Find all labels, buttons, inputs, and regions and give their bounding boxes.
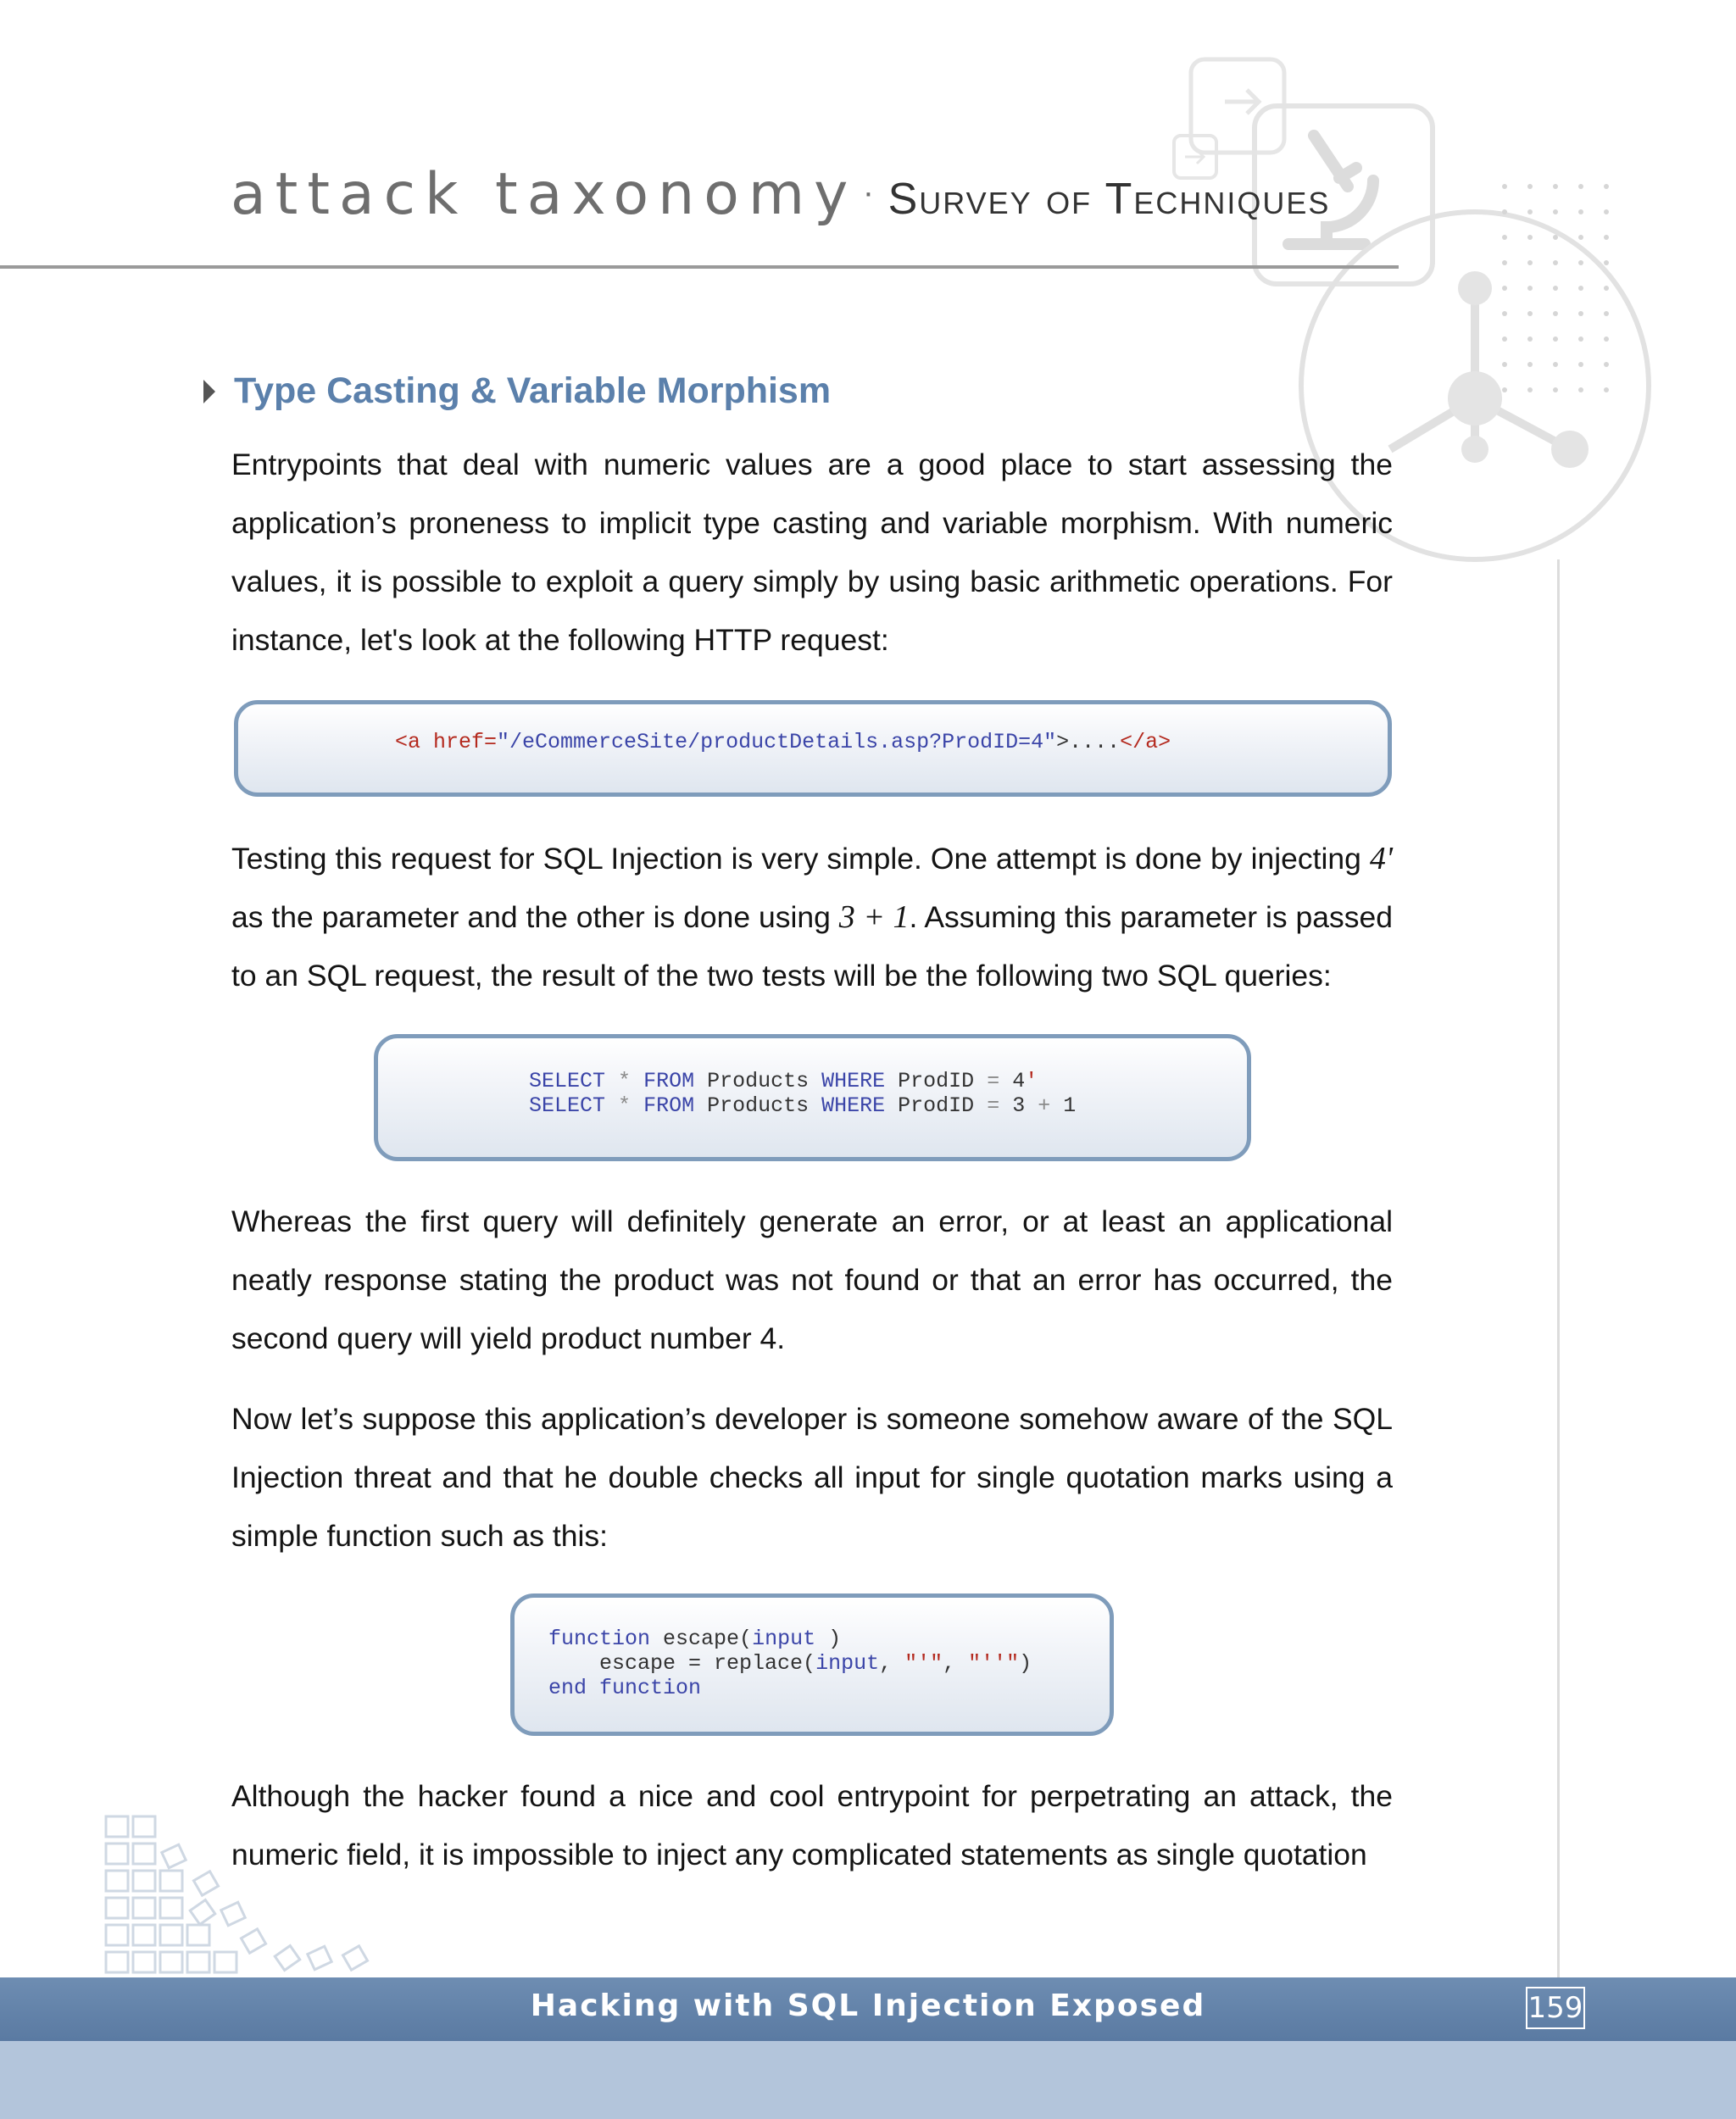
header-section: Survey of Techniques	[887, 175, 1331, 224]
paragraph-4: Now let’s suppose this application’s developer is someone somehow aware of the SQL Injection threat and that he double checks all input for single quotation marks using a simple function such as this:	[231, 1402, 1393, 1553]
header-chapter: attack taxonomy	[231, 161, 858, 228]
code-tag-open: <a	[395, 730, 421, 754]
code-text: >....	[1056, 730, 1121, 754]
page-number: 159	[1526, 1987, 1585, 2029]
header-separator: ·	[862, 174, 875, 211]
section-title: Type Casting & Variable Morphism	[234, 370, 832, 411]
paragraph-1: Entrypoints that deal with numeric values are a good place to start assessing the application’s proneness to implicit type casting and variable morphism. With numeric values, it is possible to exploit a query simply by using basic arithmetic operations. For instance, let's look at the following HTTP request:	[231, 448, 1393, 657]
paragraph-5: Although the hacker found a nice and cool entrypoint for perpetrating an attack, the numeric field, it is impossible to inject any complicated statements as single quotation	[231, 1779, 1393, 1872]
paragraph-3: Whereas the first query will definitely generate an error, or at least an applicational neatly response stating the product was not found or that an error has occurred, the second query will yield product number 4.	[231, 1204, 1393, 1355]
paragraph-2-emphasis-1: 4'	[1369, 841, 1393, 876]
section-heading	[203, 370, 831, 412]
paragraph-2-text-c: . Assuming this parameter is passed to an SQL request, the result of the two tests will be the following two SQL queries:	[231, 900, 1393, 993]
paragraph-2-emphasis-2: 3 + 1	[838, 899, 910, 935]
sql-line-2: SELECT * FROM Products WHERE ProdID = 3 + 1	[529, 1093, 1077, 1118]
running-header	[231, 161, 1331, 228]
paragraph-2	[231, 830, 1393, 1005]
margin-rule	[1557, 559, 1560, 1983]
paragraph-2-text-a: Testing this request for SQL Injection is very simple. One attempt is done by injecting	[231, 842, 1370, 876]
footer-book-title: Hacking with SQL Injection Exposed	[530, 1988, 1206, 2023]
footer-band	[0, 2041, 1736, 2119]
header-rule	[0, 265, 1399, 269]
function-line-3: end function	[548, 1676, 702, 1700]
code-tag-close: </a>	[1120, 730, 1171, 754]
triangle-bullet-icon	[203, 380, 215, 403]
code-block-sql	[374, 1034, 1251, 1161]
code-block-function	[510, 1593, 1114, 1736]
function-line-1: function escape(input )	[548, 1627, 842, 1651]
code-attr: href=	[420, 730, 498, 754]
sql-line-1: SELECT * FROM Products WHERE ProdID = 4'	[529, 1069, 1038, 1093]
function-line-2: escape = replace(input, "'", "''")	[599, 1651, 1032, 1676]
code-attr-value: "/eCommerceSite/productDetails.asp?ProdID=4"	[497, 730, 1057, 754]
paragraph-2-text-b: as the parameter and the other is done using	[231, 900, 839, 934]
code-block-html	[234, 700, 1392, 797]
